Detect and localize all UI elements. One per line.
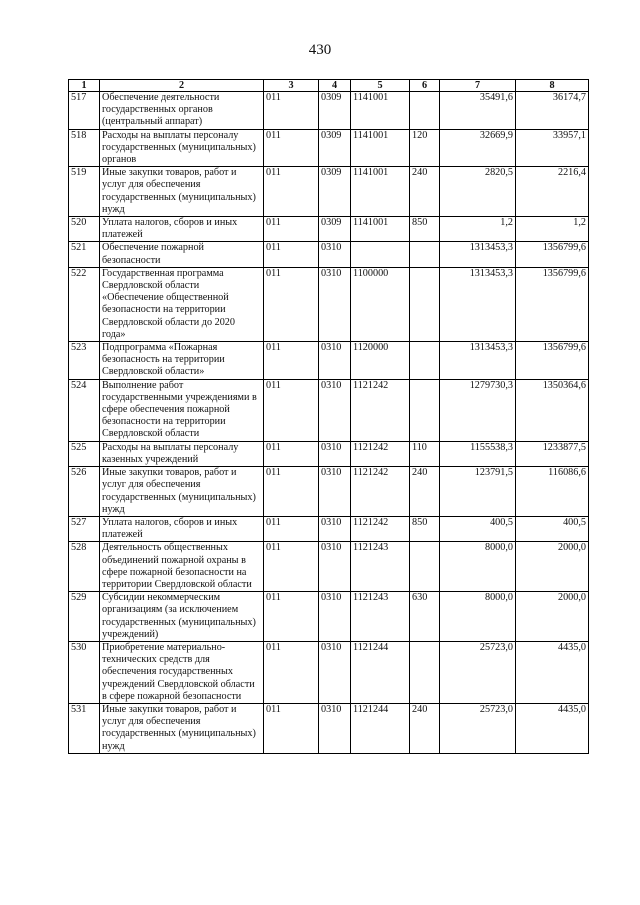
sum-year1-cell: 1313453,3 [440, 342, 516, 380]
expense-type-cell [410, 242, 440, 267]
expense-name-cell: Расходы на выплаты персоналу казенных учреждений [100, 441, 264, 466]
sum-year2-cell: 36174,7 [516, 92, 589, 130]
column-header: 5 [351, 80, 410, 92]
ministry-code-cell: 011 [264, 217, 319, 242]
sum-year1-cell: 123791,5 [440, 467, 516, 517]
table-row [69, 92, 589, 130]
ministry-code-cell: 011 [264, 267, 319, 341]
row-number-cell: 525 [69, 441, 100, 466]
sum-year1-cell: 400,5 [440, 516, 516, 541]
ministry-code-cell: 011 [264, 129, 319, 167]
column-header: 4 [319, 80, 351, 92]
expense-type-cell: 110 [410, 441, 440, 466]
sum-year2-cell: 1,2 [516, 217, 589, 242]
table-row [69, 703, 589, 753]
expense-name-cell: Подпрограмма «Пожарная безопасность на территории Свердловской области» [100, 342, 264, 380]
sum-year1-cell: 1155538,3 [440, 441, 516, 466]
article-code-cell: 1141001 [351, 167, 410, 217]
article-code-cell: 1121242 [351, 441, 410, 466]
expense-type-cell [410, 641, 440, 703]
row-number-cell: 526 [69, 467, 100, 517]
article-code-cell: 1121244 [351, 641, 410, 703]
expense-type-cell: 850 [410, 217, 440, 242]
article-code-cell: 1121243 [351, 542, 410, 592]
sum-year1-cell: 1313453,3 [440, 267, 516, 341]
expense-type-cell: 240 [410, 167, 440, 217]
sum-year2-cell: 1356799,6 [516, 342, 589, 380]
section-code-cell: 0310 [319, 242, 351, 267]
sum-year1-cell: 25723,0 [440, 703, 516, 753]
table-row [69, 516, 589, 541]
row-number-cell: 530 [69, 641, 100, 703]
row-number-cell: 531 [69, 703, 100, 753]
sum-year1-cell: 8000,0 [440, 592, 516, 642]
table-row [69, 342, 589, 380]
section-code-cell: 0309 [319, 167, 351, 217]
sum-year2-cell: 33957,1 [516, 129, 589, 167]
expense-name-cell: Иные закупки товаров, работ и услуг для обеспечения государственных (муниципальных) нужд [100, 467, 264, 517]
expense-type-cell [410, 379, 440, 441]
article-code-cell: 1121244 [351, 703, 410, 753]
article-code-cell: 1120000 [351, 342, 410, 380]
expense-type-cell: 240 [410, 703, 440, 753]
sum-year1-cell: 35491,6 [440, 92, 516, 130]
section-code-cell: 0310 [319, 379, 351, 441]
sum-year1-cell: 2820,5 [440, 167, 516, 217]
expense-name-cell: Деятельность общественных объединений пожарной охраны в сфере пожарной безопасности на территории Свердловской области [100, 542, 264, 592]
expense-type-cell: 240 [410, 467, 440, 517]
expense-name-cell: Обеспечение деятельности государственных органов (центральный аппарат) [100, 92, 264, 130]
expense-type-cell [410, 342, 440, 380]
sum-year2-cell: 1350364,6 [516, 379, 589, 441]
expense-type-cell: 850 [410, 516, 440, 541]
row-number-cell: 519 [69, 167, 100, 217]
sum-year2-cell: 2000,0 [516, 542, 589, 592]
expense-type-cell: 120 [410, 129, 440, 167]
ministry-code-cell: 011 [264, 379, 319, 441]
column-header: 8 [516, 80, 589, 92]
column-header: 2 [100, 80, 264, 92]
sum-year2-cell: 2216,4 [516, 167, 589, 217]
expense-name-cell: Уплата налогов, сборов и иных платежей [100, 217, 264, 242]
ministry-code-cell: 011 [264, 467, 319, 517]
article-code-cell: 1141001 [351, 92, 410, 130]
section-code-cell: 0310 [319, 467, 351, 517]
expense-name-cell: Обеспечение пожарной безопасности [100, 242, 264, 267]
sum-year2-cell: 2000,0 [516, 592, 589, 642]
section-code-cell: 0310 [319, 592, 351, 642]
row-number-cell: 528 [69, 542, 100, 592]
section-code-cell: 0309 [319, 129, 351, 167]
ministry-code-cell: 011 [264, 516, 319, 541]
ministry-code-cell: 011 [264, 703, 319, 753]
table-row [69, 167, 589, 217]
article-code-cell: 1121243 [351, 592, 410, 642]
article-code-cell: 1121242 [351, 516, 410, 541]
page-number: 430 [308, 42, 332, 58]
expense-type-cell [410, 542, 440, 592]
sum-year2-cell: 400,5 [516, 516, 589, 541]
article-code-cell: 1121242 [351, 467, 410, 517]
article-code-cell: 1141001 [351, 129, 410, 167]
sum-year1-cell: 25723,0 [440, 641, 516, 703]
table-row [69, 592, 589, 642]
expense-type-cell [410, 267, 440, 341]
section-code-cell: 0310 [319, 703, 351, 753]
section-code-cell: 0310 [319, 441, 351, 466]
section-code-cell: 0309 [319, 217, 351, 242]
ministry-code-cell: 011 [264, 342, 319, 380]
expense-type-cell [410, 92, 440, 130]
table-row [69, 267, 589, 341]
sum-year1-cell: 1,2 [440, 217, 516, 242]
sum-year1-cell: 1279730,3 [440, 379, 516, 441]
article-code-cell: 1141001 [351, 217, 410, 242]
sum-year2-cell: 1356799,6 [516, 242, 589, 267]
section-code-cell: 0310 [319, 641, 351, 703]
section-code-cell: 0310 [319, 516, 351, 541]
table-row [69, 242, 589, 267]
ministry-code-cell: 011 [264, 92, 319, 130]
sum-year2-cell: 1233877,5 [516, 441, 589, 466]
expense-name-cell: Приобретение материально-технических средств для обеспечения государственных учреждений Свердловской области в сфере пожарной безопасности [100, 641, 264, 703]
expense-name-cell: Иные закупки товаров, работ и услуг для обеспечения государственных (муниципальных) нужд [100, 167, 264, 217]
section-code-cell: 0310 [319, 267, 351, 341]
column-header: 7 [440, 80, 516, 92]
article-code-cell: 1121242 [351, 379, 410, 441]
row-number-cell: 522 [69, 267, 100, 341]
ministry-code-cell: 011 [264, 641, 319, 703]
sum-year2-cell: 116086,6 [516, 467, 589, 517]
section-code-cell: 0310 [319, 342, 351, 380]
ministry-code-cell: 011 [264, 592, 319, 642]
table-row [69, 129, 589, 167]
budget-table [68, 79, 589, 754]
row-number-cell: 518 [69, 129, 100, 167]
sum-year1-cell: 32669,9 [440, 129, 516, 167]
column-header: 6 [410, 80, 440, 92]
expense-name-cell: Выполнение работ государственными учреждениями в сфере обеспечения пожарной безопасности на территории Свердловской области [100, 379, 264, 441]
expense-name-cell: Иные закупки товаров, работ и услуг для обеспечения государственных (муниципальных) нужд [100, 703, 264, 753]
row-number-cell: 520 [69, 217, 100, 242]
row-number-cell: 529 [69, 592, 100, 642]
sum-year1-cell: 1313453,3 [440, 242, 516, 267]
sum-year2-cell: 1356799,6 [516, 267, 589, 341]
table-row [69, 217, 589, 242]
ministry-code-cell: 011 [264, 167, 319, 217]
expense-name-cell: Государственная программа Свердловской области «Обеспечение общественной безопасности на территории Свердловской области до 2020 года» [100, 267, 264, 341]
ministry-code-cell: 011 [264, 542, 319, 592]
expense-name-cell: Уплата налогов, сборов и иных платежей [100, 516, 264, 541]
sum-year2-cell: 4435,0 [516, 703, 589, 753]
row-number-cell: 527 [69, 516, 100, 541]
row-number-cell: 523 [69, 342, 100, 380]
article-code-cell [351, 242, 410, 267]
sum-year1-cell: 8000,0 [440, 542, 516, 592]
table-row [69, 542, 589, 592]
header-row [69, 80, 589, 92]
ministry-code-cell: 011 [264, 441, 319, 466]
section-code-cell: 0309 [319, 92, 351, 130]
expense-name-cell: Расходы на выплаты персоналу государственных (муниципальных) органов [100, 129, 264, 167]
article-code-cell: 1100000 [351, 267, 410, 341]
row-number-cell: 524 [69, 379, 100, 441]
table-row [69, 641, 589, 703]
column-header: 3 [264, 80, 319, 92]
sum-year2-cell: 4435,0 [516, 641, 589, 703]
table-row [69, 467, 589, 517]
table-row [69, 379, 589, 441]
table-header [69, 80, 589, 92]
table-row [69, 441, 589, 466]
row-number-cell: 521 [69, 242, 100, 267]
row-number-cell: 517 [69, 92, 100, 130]
column-header: 1 [69, 80, 100, 92]
expense-name-cell: Субсидии некоммерческим организациям (за исключением государственных (муниципальных) учреждений) [100, 592, 264, 642]
expense-type-cell: 630 [410, 592, 440, 642]
section-code-cell: 0310 [319, 542, 351, 592]
table-body [69, 92, 589, 754]
ministry-code-cell: 011 [264, 242, 319, 267]
